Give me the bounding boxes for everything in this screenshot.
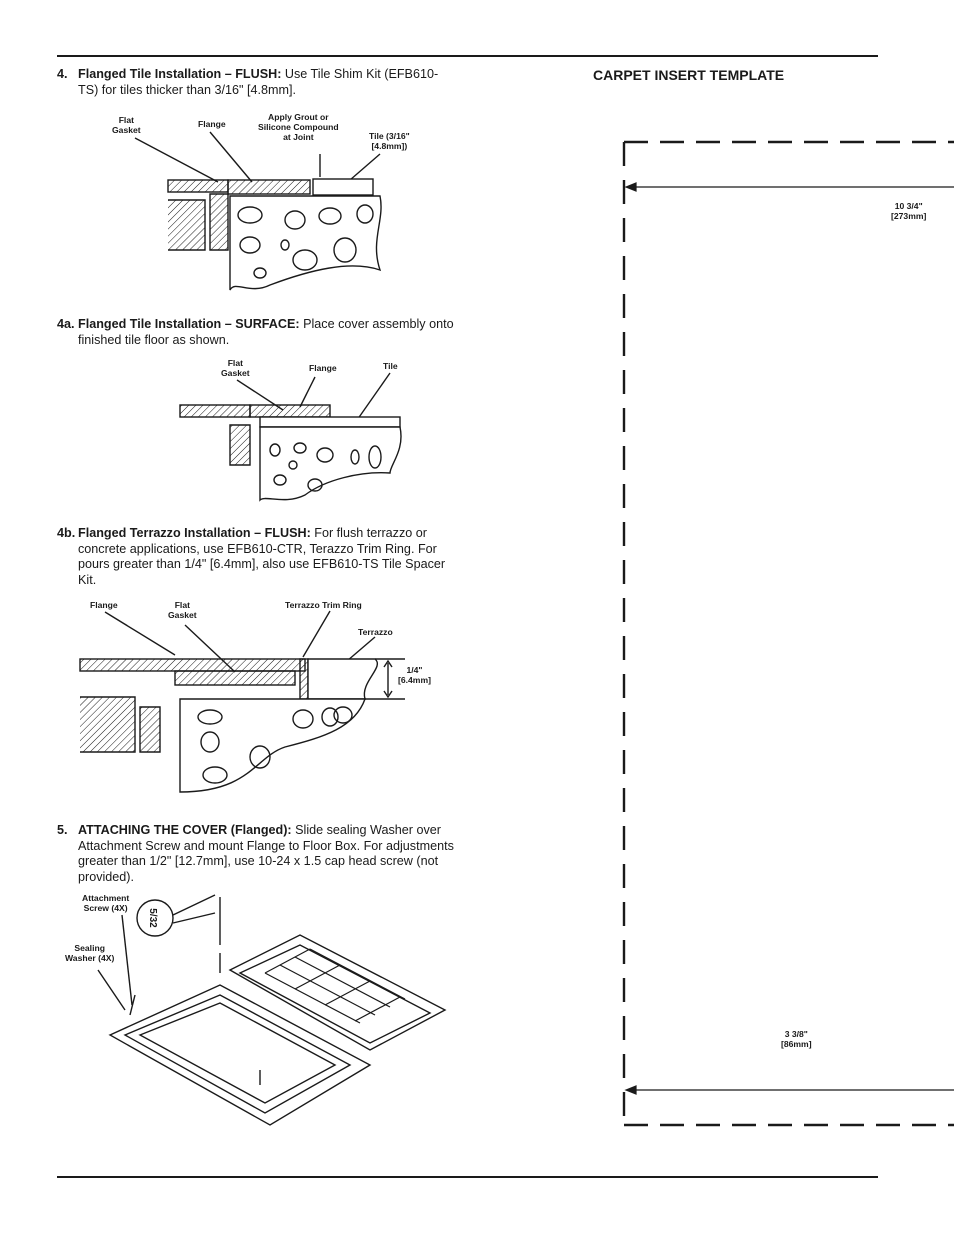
tile-flush-diagram (110, 110, 430, 310)
step-5 (57, 823, 457, 885)
label-trim-ring: Terrazzo Trim Ring (285, 600, 362, 610)
label-tile: Tile (3/16" [4.8mm]) (369, 131, 410, 151)
step-text: Place cover assembly onto finished tile floor as shown. (78, 317, 454, 347)
step-title: Flanged Tile Installation – SURFACE: (78, 317, 300, 331)
step-4b (57, 526, 457, 588)
template-title: CARPET INSERT TEMPLATE (593, 67, 785, 83)
label-flange: Flange (309, 363, 337, 373)
step-number: 5. (57, 823, 68, 837)
step-number: 4b. (57, 526, 76, 540)
step-title: Flanged Terrazzo Installation – FLUSH: (78, 526, 311, 540)
step-title: ATTACHING THE COVER (Flanged): (78, 823, 292, 837)
dim-template-height: 3 3/8" [86mm] (781, 1029, 812, 1049)
label-grout: Apply Grout or Silicone Compound at Joint (258, 112, 339, 142)
terrazzo-flush-diagram (75, 597, 445, 802)
label-flat-gasket: Flat Gasket (112, 115, 141, 135)
step-number: 4. (57, 67, 68, 81)
step-title: Flanged Tile Installation – FLUSH: (78, 67, 282, 81)
tile-surface-diagram (175, 355, 415, 510)
label-terrazzo: Terrazzo (358, 627, 393, 637)
label-flange: Flange (90, 600, 118, 610)
tile-flush-drawing (110, 110, 430, 310)
step-text: Slide sealing Washer over Attachment Screw and mount Flange to Floor Box. For adjustments greater than 1/2" [12.7mm], use 10-24 x 1.5 cap head screw (not provided). (78, 823, 454, 884)
step-number: 4a. (57, 317, 75, 331)
terrazzo-flush-drawing (75, 597, 445, 802)
label-sealing-washer: Sealing Washer (4X) (65, 943, 115, 963)
bottom-rule (57, 1176, 878, 1178)
step-4a (57, 317, 457, 348)
dim-template-width: 10 3/4" [273mm] (891, 201, 927, 221)
label-attachment-screw: Attachment Screw (4X) (82, 893, 130, 913)
step-4 (57, 67, 457, 98)
dim-quarter-inch: 1/4" [6.4mm] (398, 665, 431, 685)
gauge-label: 5/32 (147, 908, 158, 928)
label-flat-gasket: Flat Gasket (221, 358, 250, 378)
cover-attach-diagram (60, 885, 460, 1140)
step-text: For flush terrazzo or concrete applications, use EFB610-CTR, Terazzo Trim Ring. For pours greater than 1/4" [6.4mm], also use EFB610-TS Tile Spacer Kit. (78, 526, 446, 587)
label-tile: Tile (383, 361, 398, 371)
tile-surface-drawing (175, 355, 415, 510)
step-text: Use Tile Shim Kit (EFB610-TS) for tiles thicker than 3/16" [4.8mm]. (78, 67, 439, 97)
top-rule (57, 55, 878, 57)
label-flange: Flange (198, 119, 226, 129)
cover-attach-drawing (60, 885, 460, 1140)
label-flat-gasket: Flat Gasket (168, 600, 197, 620)
